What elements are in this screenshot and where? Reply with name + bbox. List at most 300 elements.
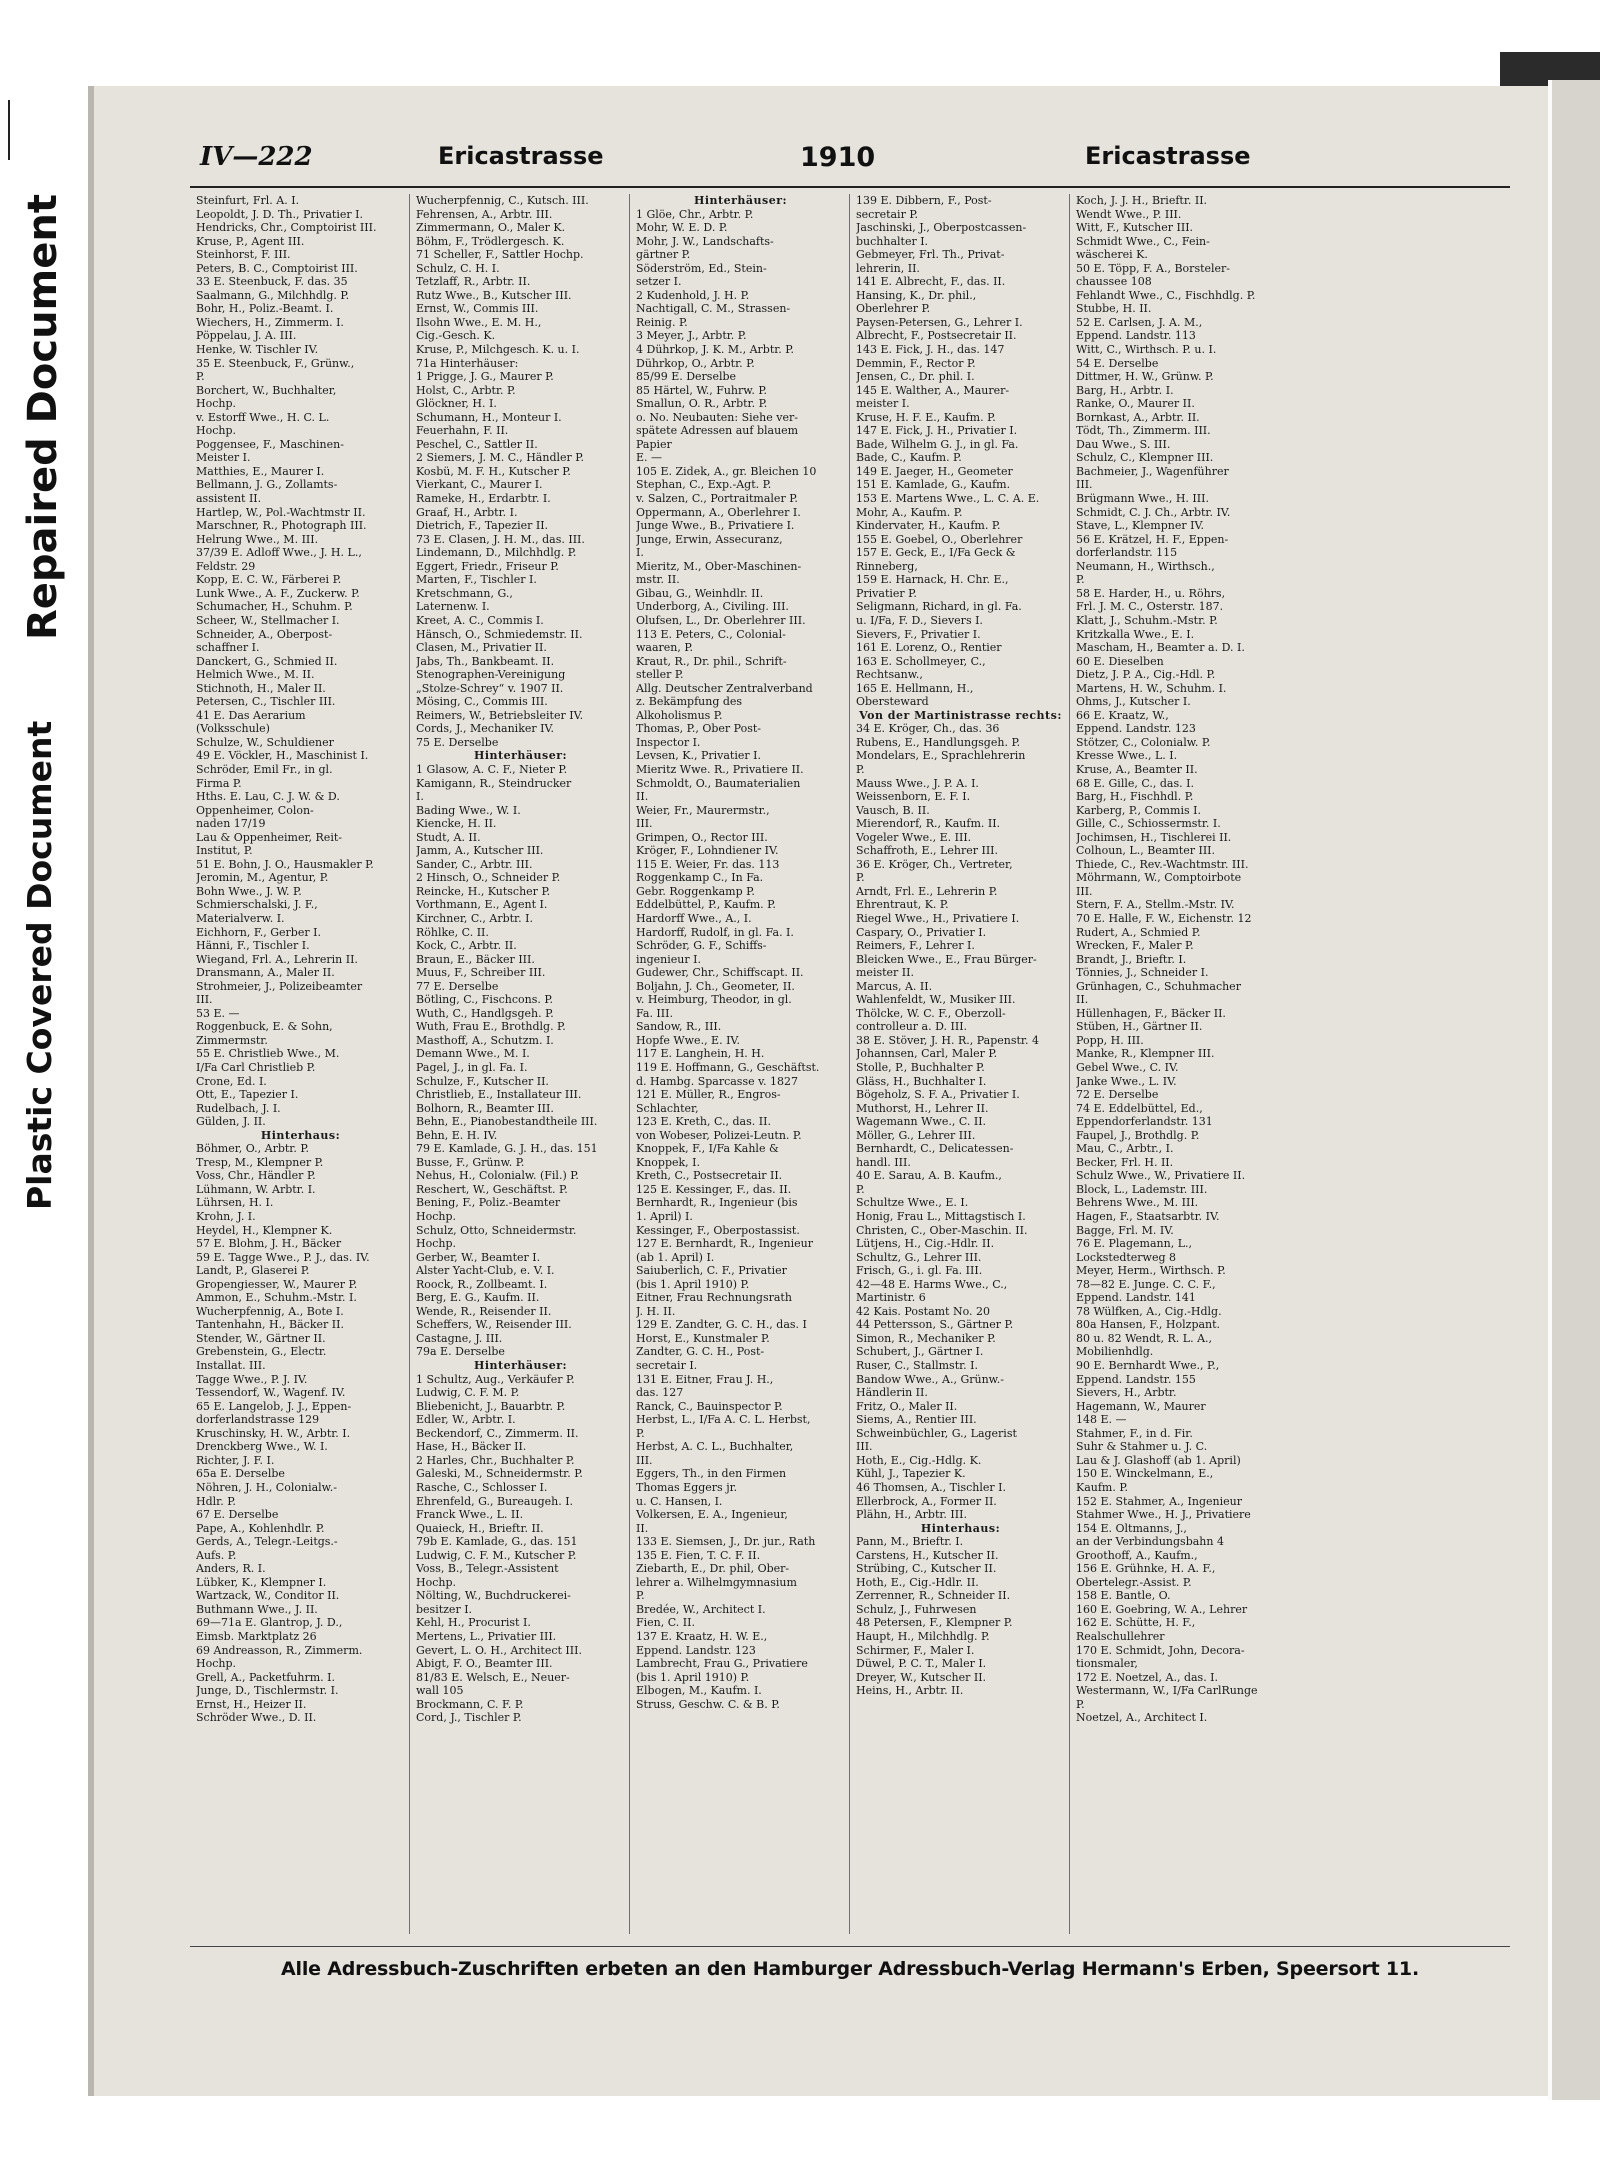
directory-entry: 158 E. Bantle, O. xyxy=(1076,1589,1171,1603)
directory-entry: 50 E. Töpp, F. A., Borsteler- xyxy=(1076,261,1231,275)
directory-entry: Kruse, A., Beamter II. xyxy=(1076,762,1198,776)
adjacent-page-strip xyxy=(1548,80,1600,2100)
directory-entry: Stenographen-Vereinigung xyxy=(416,668,566,682)
directory-entry: Dietrich, F., Tapezier II. xyxy=(416,519,549,533)
directory-entry: Eggert, Friedr., Friseur P. xyxy=(416,559,559,573)
directory-entry: Lühmann, W. Arbtr. I. xyxy=(196,1182,316,1196)
directory-entry: Jamm, A., Kutscher III. xyxy=(416,844,544,858)
directory-entry: Tresp, M., Klempner P. xyxy=(196,1155,324,1169)
directory-entry: Fehlandt Wwe., C., Fischhdlg. P. xyxy=(1076,288,1256,302)
directory-column-1 xyxy=(190,194,410,1934)
directory-entry: Martinistr. 6 xyxy=(856,1291,926,1305)
directory-entry: 2 Hinsch, O., Schneider P. xyxy=(416,871,561,885)
directory-entry: Grell, A., Packetfuhrm. I. xyxy=(196,1670,336,1684)
directory-entry: Gerds, A., Telegr.-Leitgs.- xyxy=(196,1535,338,1549)
directory-entry: Eichhorn, F., Gerber I. xyxy=(196,925,321,939)
directory-entry: 49 E. Vöckler, H., Maschinist I. xyxy=(196,749,369,763)
directory-entry: Roock, R., Zollbeamt. I. xyxy=(416,1277,548,1291)
directory-entry: Weier, Fr., Maurermstr., xyxy=(636,803,770,817)
directory-entry: 42—48 E. Harms Wwe., C., xyxy=(856,1277,1008,1291)
directory-entry: dorferlandstrasse 129 xyxy=(196,1413,320,1427)
directory-entry: Lambrecht, Frau G., Privatiere xyxy=(636,1657,808,1671)
directory-entry: Mohr, J. W., Landschafts- xyxy=(636,234,774,248)
directory-entry: 154 E. Oltmanns, J., xyxy=(1076,1521,1187,1535)
directory-entry: Honig, Frau L., Mittagstisch I. xyxy=(856,1210,1026,1224)
directory-entry: Crone, Ed. I. xyxy=(196,1074,267,1088)
directory-entry: Kraut, R., Dr. phil., Schrift- xyxy=(636,654,787,668)
directory-entry: Simon, R., Mechaniker P. xyxy=(856,1331,996,1345)
directory-column-4 xyxy=(850,194,1070,1934)
directory-entry: Stern, F. A., Stellm.-Mstr. IV. xyxy=(1076,898,1235,912)
directory-entry: Drenckberg Wwe., W. I. xyxy=(196,1440,328,1454)
directory-entry: Kamigann, R., Steindrucker xyxy=(416,776,572,790)
directory-entry: (ab 1. April) I. xyxy=(636,1250,715,1264)
directory-entry: Reimers, F., Lehrer I. xyxy=(856,939,975,953)
directory-entry: Cig.-Gesch. K. xyxy=(416,329,496,343)
directory-entry: Glöckner, H. I. xyxy=(416,397,497,411)
directory-entry: Junge Wwe., B., Privatiere I. xyxy=(636,519,795,533)
directory-entry: lehrerin, II. xyxy=(856,261,920,275)
directory-entry: Kresse Wwe., L. I. xyxy=(1076,749,1178,763)
directory-entry: 135 E. Fien, T. C. F. II. xyxy=(636,1548,761,1562)
directory-entry: Lockstedterweg 8 xyxy=(1076,1250,1177,1264)
directory-entry: setzer I. xyxy=(636,275,682,289)
directory-entry: Bagge, Frl. M. IV. xyxy=(1076,1223,1174,1237)
directory-entry: Fa. III. xyxy=(636,1006,673,1020)
directory-entry: Anders, R. I. xyxy=(196,1562,266,1576)
directory-entry: 153 E. Martens Wwe., L. C. A. E. xyxy=(856,492,1040,506)
directory-entry: Mieritz Wwe. R., Privatiere II. xyxy=(636,762,804,776)
directory-entry: 1 Prigge, J. G., Maurer P. xyxy=(416,370,554,384)
directory-entry: Barg, H., Fischhdl. P. xyxy=(1076,790,1194,804)
directory-entry: Koch, J. J. H., Brieftr. II. xyxy=(1076,194,1208,207)
directory-entry: Jaschinski, J., Oberpostcassen- xyxy=(856,221,1027,235)
directory-entry: Bolhorn, R., Beamter III. xyxy=(416,1101,554,1115)
directory-entry: Schlachter, xyxy=(636,1101,699,1115)
plastic-covered-label: Plastic Covered Document xyxy=(20,720,59,1210)
directory-entry: Knoppek, F., I/Fa Kahle & xyxy=(636,1142,779,1156)
directory-entry: Böhm, F., Trödlergesch. K. xyxy=(416,234,565,248)
directory-entry: Hagen, F., Staatsarbtr. IV. xyxy=(1076,1210,1220,1224)
directory-entry: Demann Wwe., M. I. xyxy=(416,1047,530,1061)
directory-entry: Franck Wwe., L. II. xyxy=(416,1508,524,1522)
directory-entry: Frisch, G., i. gl. Fa. III. xyxy=(856,1264,983,1278)
directory-entry: Möller, G., Lehrer III. xyxy=(856,1128,976,1142)
directory-entry: Bötling, C., Fischcons. P. xyxy=(416,993,554,1007)
directory-entry: Ammon, E., Schuhm.-Mstr. I. xyxy=(196,1291,357,1305)
directory-entry: 129 E. Zandter, G. C. H., das. I xyxy=(636,1318,807,1332)
directory-entry: 119 E. Hoffmann, G., Geschäftst. xyxy=(636,1061,820,1074)
directory-entry: Masthoff, A., Schutzm. I. xyxy=(416,1033,554,1047)
directory-entry: 155 E. Goebel, O., Oberlehrer xyxy=(856,532,1023,546)
directory-entry: Helrung Wwe., M. III. xyxy=(196,532,319,546)
directory-entry: Ott, E., Tapezier I. xyxy=(196,1088,299,1102)
directory-entry: Hochp. xyxy=(416,1575,456,1589)
directory-entry: Schubert, J., Gärtner I. xyxy=(856,1345,984,1359)
directory-entry: Strohmeier, J., Polizeibeamter xyxy=(196,979,363,993)
directory-entry: Becker, Frl. H. II. xyxy=(1076,1155,1174,1169)
directory-entry: 105 E. Zidek, A., gr. Bleichen 10 xyxy=(636,464,817,478)
directory-entry: Gebmeyer, Frl. Th., Privat- xyxy=(856,248,1005,262)
directory-entry: Böhmer, O., Arbtr. P. xyxy=(196,1142,310,1156)
directory-entry: 40 E. Sarau, A. B. Kaufm., xyxy=(856,1169,1002,1183)
directory-entry: Ernst, H., Heizer II. xyxy=(196,1697,307,1711)
directory-entry: 52 E. Carlsen, J. A. M., xyxy=(1076,315,1203,329)
directory-entry: 161 E. Lorenz, O., Rentier xyxy=(856,641,1002,655)
directory-entry: Hinterhäuser: xyxy=(473,749,568,763)
directory-entry: 162 E. Schütte, H. F., xyxy=(1076,1616,1196,1630)
directory-entry: Eimsb. Marktplatz 26 xyxy=(196,1629,317,1643)
directory-entry: Volkersen, E. A., Ingenieur, xyxy=(636,1508,788,1522)
directory-entry: Muthorst, H., Lehrer II. xyxy=(856,1101,989,1115)
directory-entry: 85/99 E. Derselbe xyxy=(636,370,737,384)
directory-entry: Castagne, J. III. xyxy=(416,1331,503,1345)
directory-entry: P. xyxy=(856,762,865,776)
directory-entry: Stahmer, F., in d. Fir. xyxy=(1076,1426,1193,1440)
directory-entry: 90 E. Bernhardt Wwe., P., xyxy=(1076,1359,1220,1373)
street-name-right: Ericastrasse xyxy=(1085,142,1251,170)
directory-entry: II. xyxy=(636,1521,649,1535)
directory-entry: (bis 1. April 1910) P. xyxy=(636,1670,750,1684)
directory-entry: 51 E. Bohn, J. O., Hausmakler P. xyxy=(196,857,374,871)
directory-entry: 42 Kais. Postamt No. 20 xyxy=(856,1304,991,1318)
directory-entry: Block, L., Lademstr. III. xyxy=(1076,1182,1208,1196)
directory-entry: Bernhardt, C., Delicatessen- xyxy=(856,1142,1014,1156)
directory-entry: Manke, R., Klempner III. xyxy=(1076,1047,1215,1061)
directory-entry: Hinterhäuser: xyxy=(473,1359,568,1373)
directory-entry: Nehus, H., Colonialw. (Fil.) P. xyxy=(416,1169,579,1183)
directory-entry: Sievers, F., Privatier I. xyxy=(856,627,981,641)
directory-entry: 139 E. Dibbern, F., Post- xyxy=(856,194,992,207)
directory-entry: Kühl, J., Tapezier K. xyxy=(856,1467,966,1481)
directory-entry: Kopp, E. C. W., Färberei P. xyxy=(196,573,342,587)
directory-entry: Thomas Eggers jr. xyxy=(636,1480,738,1494)
directory-entry: 117 E. Langhein, H. H. xyxy=(636,1047,765,1061)
directory-entry: Galeski, M., Schneidermstr. P. xyxy=(416,1467,583,1481)
directory-entry: Brockmann, C. F. P. xyxy=(416,1697,524,1711)
directory-entry: Schulz, C. H. I. xyxy=(416,261,500,275)
directory-entry: Studt, A. II. xyxy=(416,830,481,844)
directory-entry: Obersteward xyxy=(856,695,929,709)
directory-entry: Eppend. Landstr. 123 xyxy=(636,1643,756,1657)
directory-entry: I/Fa Carl Christlieb P. xyxy=(196,1061,316,1074)
directory-entry: Fien, C. II. xyxy=(636,1616,695,1630)
directory-entry: u. C. Hansen, I. xyxy=(636,1494,723,1508)
directory-entry: Wendt Wwe., P. III. xyxy=(1076,207,1182,221)
directory-entry: 157 E. Geck, E., I/Fa Geck & xyxy=(856,546,1016,560)
directory-entry: Johannsen, Carl, Maler P. xyxy=(856,1047,998,1061)
directory-entry: Meister I. xyxy=(196,451,251,465)
directory-entry: 38 E. Stöver, J. H. R., Papenstr. 4 xyxy=(856,1033,1039,1047)
directory-entry: Ranke, O., Maurer II. xyxy=(1076,397,1195,411)
directory-entry: 71a Hinterhäuser: xyxy=(416,356,519,370)
page-header xyxy=(200,142,1510,182)
directory-entry: 1 Glasow, A. C. F., Nieter P. xyxy=(416,762,568,776)
directory-entry: Kruse, P., Milchgesch. K. u. I. xyxy=(416,343,580,357)
directory-entry: 1 Glöe, Chr., Arbtr. P. xyxy=(636,207,754,221)
directory-entry: Firma P. xyxy=(196,776,242,790)
directory-entry: 66 E. Kraatz, W., xyxy=(1076,708,1169,722)
directory-entry: Schmierschalski, J. F., xyxy=(196,898,318,912)
directory-entry: Gebel Wwe., C. IV. xyxy=(1076,1061,1179,1074)
directory-entry: Mieritz, M., Ober-Maschinen- xyxy=(636,559,802,573)
directory-entry: Vogeler Wwe., E. III. xyxy=(856,830,972,844)
directory-entry: 33 E. Steenbuck, F. das. 35 xyxy=(196,275,348,289)
directory-entry: Kehl, H., Procurist I. xyxy=(416,1616,531,1630)
directory-entry: Seligmann, Richard, in gl. Fa. xyxy=(856,600,1022,614)
directory-entry: Albrecht, F., Postsecretair II. xyxy=(856,329,1017,343)
directory-entry: 78—82 E. Junge. C. C. F., xyxy=(1076,1277,1216,1291)
directory-entry: Thölcke, W. C. F., Oberzoll- xyxy=(856,1006,1006,1020)
directory-entry: Dietz, J. P. A., Cig.-Hdl. P. xyxy=(1076,668,1216,682)
directory-entry: Dransmann, A., Maler II. xyxy=(196,966,335,980)
directory-entry: Stahmer Wwe., H. J., Privatiere xyxy=(1076,1508,1251,1522)
directory-entry: 160 E. Goebring, W. A., Lehrer xyxy=(1076,1602,1248,1616)
directory-entry: 150 E. Winckelmann, E., xyxy=(1076,1467,1214,1481)
directory-entry: 147 E. Fick, J. H., Privatier I. xyxy=(856,424,1018,438)
directory-entry: Bening, F., Poliz.-Beamter xyxy=(416,1196,561,1210)
directory-entry: Lütjens, H., Cig.-Hdlr. II. xyxy=(856,1237,995,1251)
directory-entry: 67 E. Derselbe xyxy=(196,1508,279,1522)
directory-entry: Siems, A., Rentier III. xyxy=(856,1413,977,1427)
directory-entry: Jeromin, M., Agentur, P. xyxy=(196,871,329,885)
directory-entry: P. xyxy=(1076,1697,1085,1711)
directory-entry: lehrer a. Wilhelmgymnasium xyxy=(636,1575,797,1589)
directory-entry: 165 E. Hellmann, H., xyxy=(856,681,974,695)
directory-entry: Frl. J. M. C., Osterstr. 187. xyxy=(1076,600,1224,614)
directory-entry: Hochp. xyxy=(196,1657,236,1671)
directory-entry: P. xyxy=(196,370,205,384)
directory-entry: Tagge Wwe., P. J. IV. xyxy=(196,1372,308,1386)
directory-entry: Eppend. Landstr. 113 xyxy=(1076,329,1196,343)
directory-entry: Reincke, H., Kutscher P. xyxy=(416,884,551,898)
directory-entry: Düwel, P. C. T., Maler I. xyxy=(856,1657,987,1671)
directory-entry: 170 E. Schmidt, John, Decora- xyxy=(1076,1643,1245,1657)
directory-entry: 65 E. Langelob, J. J., Eppen- xyxy=(196,1399,352,1413)
directory-entry: meister II. xyxy=(856,966,914,980)
directory-entry: (bis 1. April 1910) P. xyxy=(636,1277,750,1291)
directory-entry: Mauss Wwe., J. P. A. I. xyxy=(856,776,979,790)
directory-entry: Ernst, W., Commis III. xyxy=(416,302,539,316)
directory-entry: Mösing, C., Commis III. xyxy=(416,695,548,709)
directory-entry: 137 E. Kraatz, H. W. E., xyxy=(636,1629,768,1643)
directory-entry: Bleicken Wwe., E., Frau Bürger- xyxy=(856,952,1037,966)
directory-entry: II. xyxy=(1076,993,1089,1007)
directory-entry: controlleur a. D. III. xyxy=(856,1020,968,1034)
directory-entry: Händlerin II. xyxy=(856,1386,928,1400)
directory-entry: Bredée, W., Architect I. xyxy=(636,1602,766,1616)
directory-entry: Schirmer, F., Maler I. xyxy=(856,1643,975,1657)
directory-entry: 34 E. Kröger, Ch., das. 36 xyxy=(856,722,1000,736)
directory-entry: Mohr, A., Kaufm. P. xyxy=(856,505,963,519)
year-title: 1910 xyxy=(800,142,876,173)
directory-entry: Schneider, A., Oberpost- xyxy=(196,627,333,641)
directory-entry: Schulz, C., Klempner III. xyxy=(1076,451,1214,465)
directory-entry: Suhr & Stahmer u. J. C. xyxy=(1076,1440,1208,1454)
directory-entry: Christlieb, E., Installateur III. xyxy=(416,1088,582,1102)
directory-entry: Rasche, C., Schlosser I. xyxy=(416,1480,548,1494)
repaired-document-label: Repaired Document xyxy=(20,194,66,640)
directory-entry: Ranck, C., Bauinspector P. xyxy=(636,1399,783,1413)
directory-entry: Schröder, Emil Fr., in gl. xyxy=(196,762,333,776)
directory-entry: Reschert, W., Geschäftst. P. xyxy=(416,1182,568,1196)
directory-entry: Gerber, W., Beamter I. xyxy=(416,1250,541,1264)
directory-entry: Schmoldt, O., Baumaterialien xyxy=(636,776,801,790)
directory-entry: 36 E. Kröger, Ch., Vertreter, xyxy=(856,857,1013,871)
directory-entry: Alster Yacht-Club, e. V. I. xyxy=(416,1264,555,1278)
directory-entry: Braun, E., Bäcker III. xyxy=(416,952,535,966)
directory-entry: Neumann, H., Wirthsch., xyxy=(1076,559,1215,573)
directory-entry: von Wobeser, Polizei-Leutn. P. xyxy=(636,1128,802,1142)
directory-entry: Eppend. Landstr. 123 xyxy=(1076,722,1196,736)
directory-entry: Borchert, W., Buchhalter, xyxy=(196,383,337,397)
directory-entry: Edler, W., Arbtr. I. xyxy=(416,1413,516,1427)
directory-entry: Scheffers, W., Reisender III. xyxy=(416,1318,572,1332)
directory-entry: Ehrenfeld, G., Bureaugeh. I. xyxy=(416,1494,574,1508)
directory-entry: Dau Wwe., S. III. xyxy=(1076,437,1171,451)
directory-entry: Institut, P. xyxy=(196,844,253,858)
directory-entry: 79 E. Kamlade, G. J. H., das. 151 xyxy=(416,1142,598,1156)
directory-entry: Mohr, W. E. D. P. xyxy=(636,221,728,235)
directory-entry: Lübker, K., Klempner I. xyxy=(196,1575,327,1589)
directory-entry: Wuth, Frau E., Brothdlg. P. xyxy=(416,1020,566,1034)
directory-entry: Grimpen, O., Rector III. xyxy=(636,830,768,844)
directory-entry: Marcus, A. II. xyxy=(856,979,933,993)
directory-entry: 58 E. Harder, H., u. Röhrs, xyxy=(1076,586,1226,600)
directory-entry: Dührkop, O., Arbtr. P. xyxy=(636,356,755,370)
directory-entry: wäscherei K. xyxy=(1076,248,1148,262)
directory-entry: an der Verbindungsbahn 4 xyxy=(1076,1535,1224,1549)
directory-entry: Kruschinsky, H. W., Arbtr. I. xyxy=(196,1426,351,1440)
directory-entry: Hänsch, O., Schmiedemstr. II. xyxy=(416,627,583,641)
directory-entry: Schulze, W., Schuldiener xyxy=(196,735,334,749)
directory-entry: Hartlep, W., Pol.-Wachtmstr II. xyxy=(196,505,366,519)
directory-entry: Mertens, L., Privatier III. xyxy=(416,1629,557,1643)
directory-entry: Bögeholz, S. F. A., Privatier I. xyxy=(856,1088,1020,1102)
directory-entry: Eppend. Landstr. 141 xyxy=(1076,1291,1196,1305)
directory-entry: I. xyxy=(636,546,644,560)
directory-entry: 151 E. Kamlade, G., Kaufm. xyxy=(856,478,1011,492)
directory-entry: Zimmermann, O., Maler K. xyxy=(416,221,566,235)
directory-entry: gärtner P. xyxy=(636,248,691,262)
directory-entry: P. xyxy=(636,1589,645,1603)
directory-entry: 55 E. Christlieb Wwe., M. xyxy=(196,1047,340,1061)
directory-entry: 1 Schultz, Aug., Verkäufer P. xyxy=(416,1372,575,1386)
directory-entry: 70 E. Halle, F. W., Eichenstr. 12 xyxy=(1076,911,1252,925)
directory-entry: Saalmann, G., Milchhdlg. P. xyxy=(196,288,350,302)
directory-entry: Marschner, R., Photograph III. xyxy=(196,519,367,533)
directory-entry: Vausch, B. II. xyxy=(856,803,930,817)
page-number: IV—222 xyxy=(200,142,313,172)
directory-entry: Steinhorst, F. III. xyxy=(196,248,291,262)
directory-entry: Hardorff, Rudolf, in gl. Fa. I. xyxy=(636,925,794,939)
directory-entry: Kritzkalla Wwe., E. I. xyxy=(1076,627,1195,641)
directory-entry: Matthies, E., Maurer I. xyxy=(196,464,325,478)
directory-entry: Heydel, H., Klempner K. xyxy=(196,1223,333,1237)
directory-entry: 69 Andreasson, R., Zimmerm. xyxy=(196,1643,363,1657)
directory-entry: Nöhren, J. H., Colonialw.- xyxy=(196,1480,337,1494)
directory-entry: Haupt, H., Milchhdlg. P. xyxy=(856,1629,990,1643)
directory-entry: Voss, B., Telegr.-Assistent xyxy=(416,1562,559,1576)
directory-entry: Peters, B. C., Comptoirist III. xyxy=(196,261,358,275)
directory-entry: waaren, P. xyxy=(636,641,694,655)
directory-entry: Janke Wwe., L. IV. xyxy=(1076,1074,1177,1088)
directory-entry: Eitner, Frau Rechnungsrath xyxy=(636,1291,792,1305)
directory-entry: Levsen, K., Privatier I. xyxy=(636,749,761,763)
directory-entry: 79a E. Derselbe xyxy=(416,1345,505,1359)
directory-entry: Junge, Erwin, Assecuranz, xyxy=(636,532,783,546)
directory-entry: v. Salzen, C., Portraitmaler P. xyxy=(636,492,798,506)
directory-entry: Stender, W., Gärtner II. xyxy=(196,1331,326,1345)
directory-entry: Allg. Deutscher Zentralverband xyxy=(636,681,813,695)
directory-entry: Feldstr. 29 xyxy=(196,559,256,573)
directory-entry: Lau & Oppenheimer, Reit- xyxy=(196,830,342,844)
directory-entry: v. Heimburg, Theodor, in gl. xyxy=(636,993,792,1007)
directory-entry: Witt, C., Wirthsch. P. u. I. xyxy=(1076,343,1217,357)
directory-entry: 53 E. — xyxy=(196,1006,240,1020)
directory-entry: Roggenbuck, E. & Sohn, xyxy=(196,1020,333,1034)
directory-entry: secretair P. xyxy=(856,207,919,221)
directory-entry: Gropengiesser, W., Maurer P. xyxy=(196,1277,358,1291)
directory-entry: 80 u. 82 Wendt, R. L. A., xyxy=(1076,1331,1213,1345)
directory-entry: Söderström, Ed., Stein- xyxy=(636,261,767,275)
directory-entry: Kessinger, F., Oberpostassist. xyxy=(636,1223,800,1237)
directory-entry: Horst, E., Kunstmaler P. xyxy=(636,1331,770,1345)
directory-entry: 163 E. Schollmeyer, C., xyxy=(856,654,986,668)
directory-entry: Schumacher, H., Schuhm. P. xyxy=(196,600,353,614)
directory-entry: Hardorff Wwe., A., I. xyxy=(636,911,752,925)
directory-entry: Mobilienhdlg. xyxy=(1076,1345,1154,1359)
directory-entry: Tödt, Th., Zimmerm. III. xyxy=(1076,424,1211,438)
directory-entry: Behn, E., Pianobestandtheile III. xyxy=(416,1115,598,1129)
directory-entry: Schulze, F., Kutscher II. xyxy=(416,1074,549,1088)
directory-entry: Heins, H., Arbtr. II. xyxy=(856,1684,964,1698)
directory-entry: Tönnies, J., Schneider I. xyxy=(1076,966,1209,980)
directory-entry: Papier xyxy=(636,437,672,451)
directory-entry: Dreyer, W., Kutscher II. xyxy=(856,1670,987,1684)
directory-entry: Poggensee, F., Maschinen- xyxy=(196,437,344,451)
directory-entry: 85 Härtel, W., Fuhrw. P. xyxy=(636,383,768,397)
directory-entry: „Stolze-Schrey“ v. 1907 II. xyxy=(416,681,564,695)
directory-entry: Eddelbüttel, P., Kaufm. P. xyxy=(636,898,776,912)
directory-entry: das. 127 xyxy=(636,1386,684,1400)
directory-entry: Stötzer, C., Colonialw. P. xyxy=(1076,735,1211,749)
directory-entry: Barg, H., Arbtr. I. xyxy=(1076,383,1174,397)
directory-entry: Kindervater, H., Kaufm. P. xyxy=(856,519,1001,533)
directory-entry: Paysen-Petersen, G., Lehrer I. xyxy=(856,315,1023,329)
directory-entry: Bandow Wwe., A., Grünw.- xyxy=(856,1372,1004,1386)
directory-entry: Stichnoth, H., Maler II. xyxy=(196,681,326,695)
directory-column-2 xyxy=(410,194,630,1934)
directory-entry: Vierkant, C., Maurer I. xyxy=(416,478,543,492)
directory-entry: Gläss, H., Buchhalter I. xyxy=(856,1074,987,1088)
directory-entry: 141 E. Albrecht, F., das. II. xyxy=(856,275,1006,289)
directory-entry: Graaf, H., Arbtr. I. xyxy=(416,505,518,519)
directory-entry: 143 E. Fick, J. H., das. 147 xyxy=(856,343,1005,357)
directory-entry: Von der Martinistrasse rechts: xyxy=(859,708,1062,722)
directory-entry: Marten, F., Tischler I. xyxy=(416,573,537,587)
directory-entry: Petersen, C., Tischler III. xyxy=(196,695,336,709)
directory-entry: Popp, H. III. xyxy=(1076,1033,1144,1047)
directory-entry: 46 Thomsen, A., Tischler I. xyxy=(856,1480,1007,1494)
directory-entry: Muus, F., Schreiber III. xyxy=(416,966,546,980)
directory-entry: Gülden, J. II. xyxy=(196,1115,266,1129)
directory-entry: Hänni, F., Tischler I. xyxy=(196,939,310,953)
directory-entry: Hths. E. Lau, C. J. W. & D. xyxy=(196,790,340,804)
directory-entry: 60 E. Dieselben xyxy=(1076,654,1164,668)
directory-entry: Kock, C., Arbtr. II. xyxy=(416,939,517,953)
directory-entry: 72 E. Derselbe xyxy=(1076,1088,1159,1102)
